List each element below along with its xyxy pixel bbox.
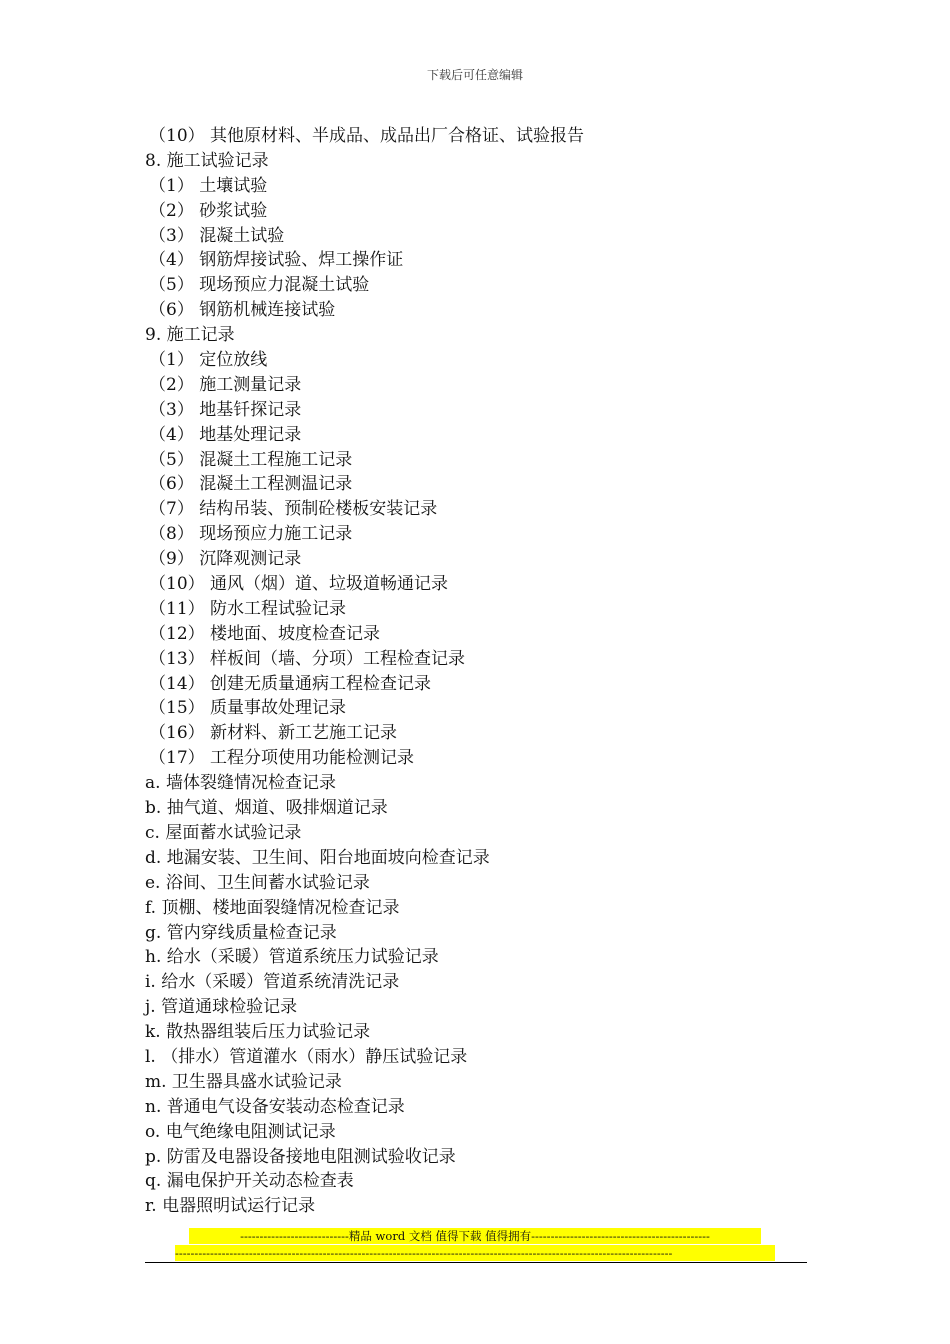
document-line: （9） 沉降观测记录 <box>149 549 302 570</box>
document-line: p. 防雷及电器设备接地电阻测试验收记录 <box>145 1146 456 1167</box>
document-line: a. 墙体裂缝情况检查记录 <box>145 773 336 794</box>
document-line: （11） 防水工程试验记录 <box>149 598 347 619</box>
document-line: （2） 施工测量记录 <box>149 374 302 395</box>
document-line: d. 地漏安装、卫生间、阳台地面坡向检查记录 <box>145 847 490 868</box>
document-body <box>145 124 825 1219</box>
page-footer <box>145 1228 807 1263</box>
document-line: （17） 工程分项使用功能检测记录 <box>149 748 415 769</box>
footer-banner-text: ----------------------------精品 word 文档 值得下载 值得拥有---------------------------------------------- <box>189 1228 761 1244</box>
document-line: （12） 楼地面、坡度检查记录 <box>149 623 381 644</box>
document-line: （3） 混凝土试验 <box>149 225 285 246</box>
document-line: h. 给水（采暖）管道系统压力试验记录 <box>145 947 439 968</box>
document-line: j. 管道通球检验记录 <box>145 997 298 1018</box>
document-line: o. 电气绝缘电阻测试记录 <box>145 1121 336 1142</box>
document-line: 9. 施工记录 <box>145 325 235 346</box>
document-line: （5） 现场预应力混凝土试验 <box>149 275 370 296</box>
document-line: （1） 土壤试验 <box>149 175 268 196</box>
document-line: f. 顶棚、楼地面裂缝情况检查记录 <box>145 897 400 918</box>
document-line: i. 给水（采暖）管道系统清洗记录 <box>145 972 400 993</box>
document-line: （2） 砂浆试验 <box>149 200 268 221</box>
document-line: （4） 地基处理记录 <box>149 424 302 445</box>
document-line: （5） 混凝土工程施工记录 <box>149 449 353 470</box>
document-line: （10） 通风（烟）道、垃圾道畅通记录 <box>149 574 449 595</box>
document-line: l. （排水）管道灌水（雨水）静压试验记录 <box>145 1046 468 1067</box>
document-line: （14） 创建无质量通病工程检查记录 <box>149 673 432 694</box>
document-line: （16） 新材料、新工艺施工记录 <box>149 723 398 744</box>
document-line: （4） 钢筋焊接试验、焊工操作证 <box>149 250 404 271</box>
document-line: g. 管内穿线质量检查记录 <box>145 922 337 943</box>
document-line: （10） 其他原材料、半成品、成品出厂合格证、试验报告 <box>149 126 585 146</box>
document-line: k. 散热器组装后压力试验记录 <box>145 1022 371 1043</box>
document-line: q. 漏电保护开关动态检查表 <box>145 1171 354 1192</box>
document-line: （1） 定位放线 <box>149 350 268 371</box>
document-line: （3） 地基钎探记录 <box>149 399 302 420</box>
document-line: （6） 混凝土工程测温记录 <box>149 474 353 495</box>
page-header: 下载后可任意编辑 <box>426 68 523 82</box>
document-line: （7） 结构吊装、预制砼楼板安装记录 <box>149 499 438 520</box>
document-line: b. 抽气道、烟道、吸排烟道记录 <box>145 798 388 819</box>
document-line: c. 屋面蓄水试验记录 <box>145 822 302 843</box>
document-line: m. 卫生器具盛水试验记录 <box>145 1071 342 1092</box>
document-line: （13） 样板间（墙、分项）工程检查记录 <box>149 648 466 669</box>
footer-banner-dashes: -------------------------------------------------------------------------------------------------------------------------------- <box>175 1245 775 1261</box>
document-line: e. 浴间、卫生间蓄水试验记录 <box>145 872 370 893</box>
document-line: n. 普通电气设备安装动态检查记录 <box>145 1096 405 1117</box>
document-line: r. 电器照明试运行记录 <box>145 1196 316 1217</box>
document-line: （15） 质量事故处理记录 <box>149 698 347 719</box>
document-line: （8） 现场预应力施工记录 <box>149 524 353 545</box>
document-line: 8. 施工试验记录 <box>145 150 269 171</box>
document-line: （6） 钢筋机械连接试验 <box>149 300 336 321</box>
footer-divider <box>145 1262 807 1263</box>
